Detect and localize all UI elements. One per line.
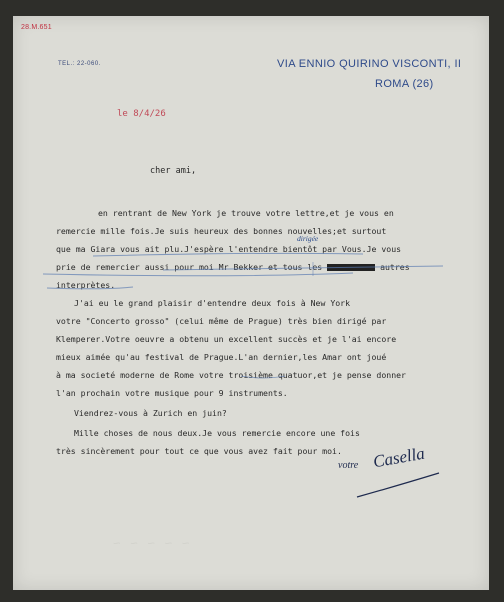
signature: Casella: [371, 443, 427, 472]
body-line-5: interprètes.: [56, 280, 116, 290]
body-line-9: mieux aimée qu'au festival de Prague.L'an dernier,les Amar ont joué: [56, 352, 387, 362]
salutation: cher ami,: [150, 166, 197, 176]
letterhead-address-street: VIA ENNIO QUIRINO VISCONTI, II: [277, 58, 462, 70]
show-through-watermark: ~ ~ ~ ~ ~: [113, 536, 193, 551]
redaction-block: [327, 264, 375, 271]
archive-id: 28.M.651: [21, 24, 52, 31]
body-line-1: en rentrant de New York je trouve votre lettre,et je vous en: [98, 208, 394, 218]
body-line-10: à ma societé moderne de Rome votre troisième quatuor,et je pense donner: [56, 370, 406, 380]
letter-sheet: [13, 16, 489, 590]
letterhead-address-city: ROMA (26): [375, 78, 434, 90]
body-line-11: l'an prochain votre musique pour 9 instruments.: [56, 388, 288, 398]
body-line-4-end: autres: [380, 262, 410, 272]
signature-flourish: [353, 471, 443, 501]
letter-date: le 8/4/26: [117, 109, 166, 119]
body-line-2: remercie mille fois.Je suis heureux des bonnes nouvelles;et surtout: [56, 226, 387, 236]
body-line-12: Viendrez-vous à Zurich en juin?: [74, 408, 227, 418]
body-line-4-text: prie de remercier aussi pour moi Mr Bekker et tous les: [56, 262, 323, 272]
signoff: votre: [338, 460, 359, 471]
body-line-13: Mille choses de nous deux.Je vous remercie encore une fois: [74, 428, 360, 438]
body-line-8: Klemperer.Votre oeuvre a obtenu un excellent succès et je l'ai encore: [56, 334, 397, 344]
body-line-3: que ma Giara vous ait plu.J'espère l'entendre bientôt par Vous.Je vous: [56, 244, 402, 254]
body-line-4: [56, 262, 410, 272]
body-line-7: votre "Concerto grosso" (celui même de Prague) très bien dirigé par: [56, 316, 387, 326]
handwritten-insert: dirigée: [297, 234, 319, 243]
letterhead-tel: TEL.: 22-060.: [58, 61, 101, 67]
body-line-14: très sincèrement pour tout ce que vous avez fait pour moi.: [56, 446, 342, 456]
body-line-6: J'ai eu le grand plaisir d'entendre deux fois à New York: [74, 298, 351, 308]
